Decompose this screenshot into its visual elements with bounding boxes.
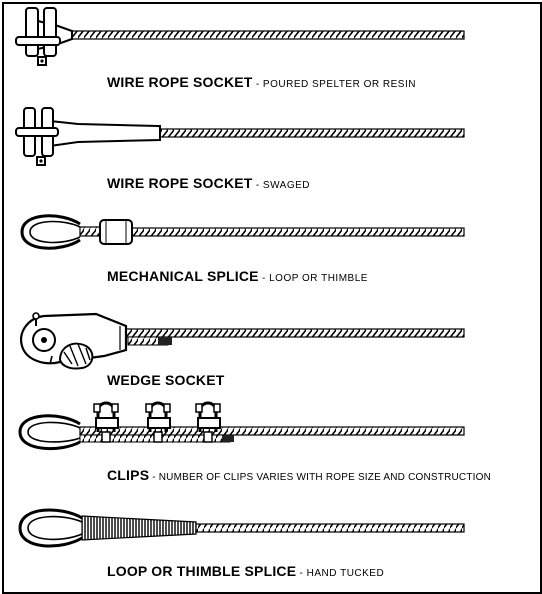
swaged-socket-icon <box>16 108 464 165</box>
caption-detail: - HAND TUCKED <box>296 568 385 579</box>
caption-hand-tucked-splice <box>107 564 384 580</box>
caption-title: WEDGE SOCKET <box>107 372 225 388</box>
caption-detail: - LOOP OR THIMBLE <box>258 273 368 284</box>
caption-title: LOOP OR THIMBLE SPLICE <box>107 563 297 579</box>
caption-clips <box>107 468 491 484</box>
caption-title: WIRE ROPE SOCKET <box>107 74 253 90</box>
caption-wedge-socket <box>107 373 225 389</box>
caption-detail: - NUMBER OF CLIPS VARIES WITH ROPE SIZE AND CONSTRUCTION <box>149 472 492 483</box>
caption-title: CLIPS <box>107 467 150 483</box>
caption-title: MECHANICAL SPLICE <box>107 268 259 284</box>
caption-detail: - SWAGED <box>252 180 311 191</box>
hand-tucked-splice-icon <box>20 510 464 546</box>
wire-rope-clips-icon <box>20 403 464 449</box>
wedge-socket-icon <box>21 313 464 369</box>
caption-mechanical-splice <box>107 269 368 285</box>
caption-spelter-socket <box>107 75 416 91</box>
caption-swaged-socket <box>107 176 310 192</box>
caption-title: WIRE ROPE SOCKET <box>107 175 253 191</box>
mechanical-splice-icon <box>22 216 464 248</box>
spelter-socket-icon <box>16 8 464 65</box>
caption-detail: - POURED SPELTER OR RESIN <box>252 79 416 90</box>
